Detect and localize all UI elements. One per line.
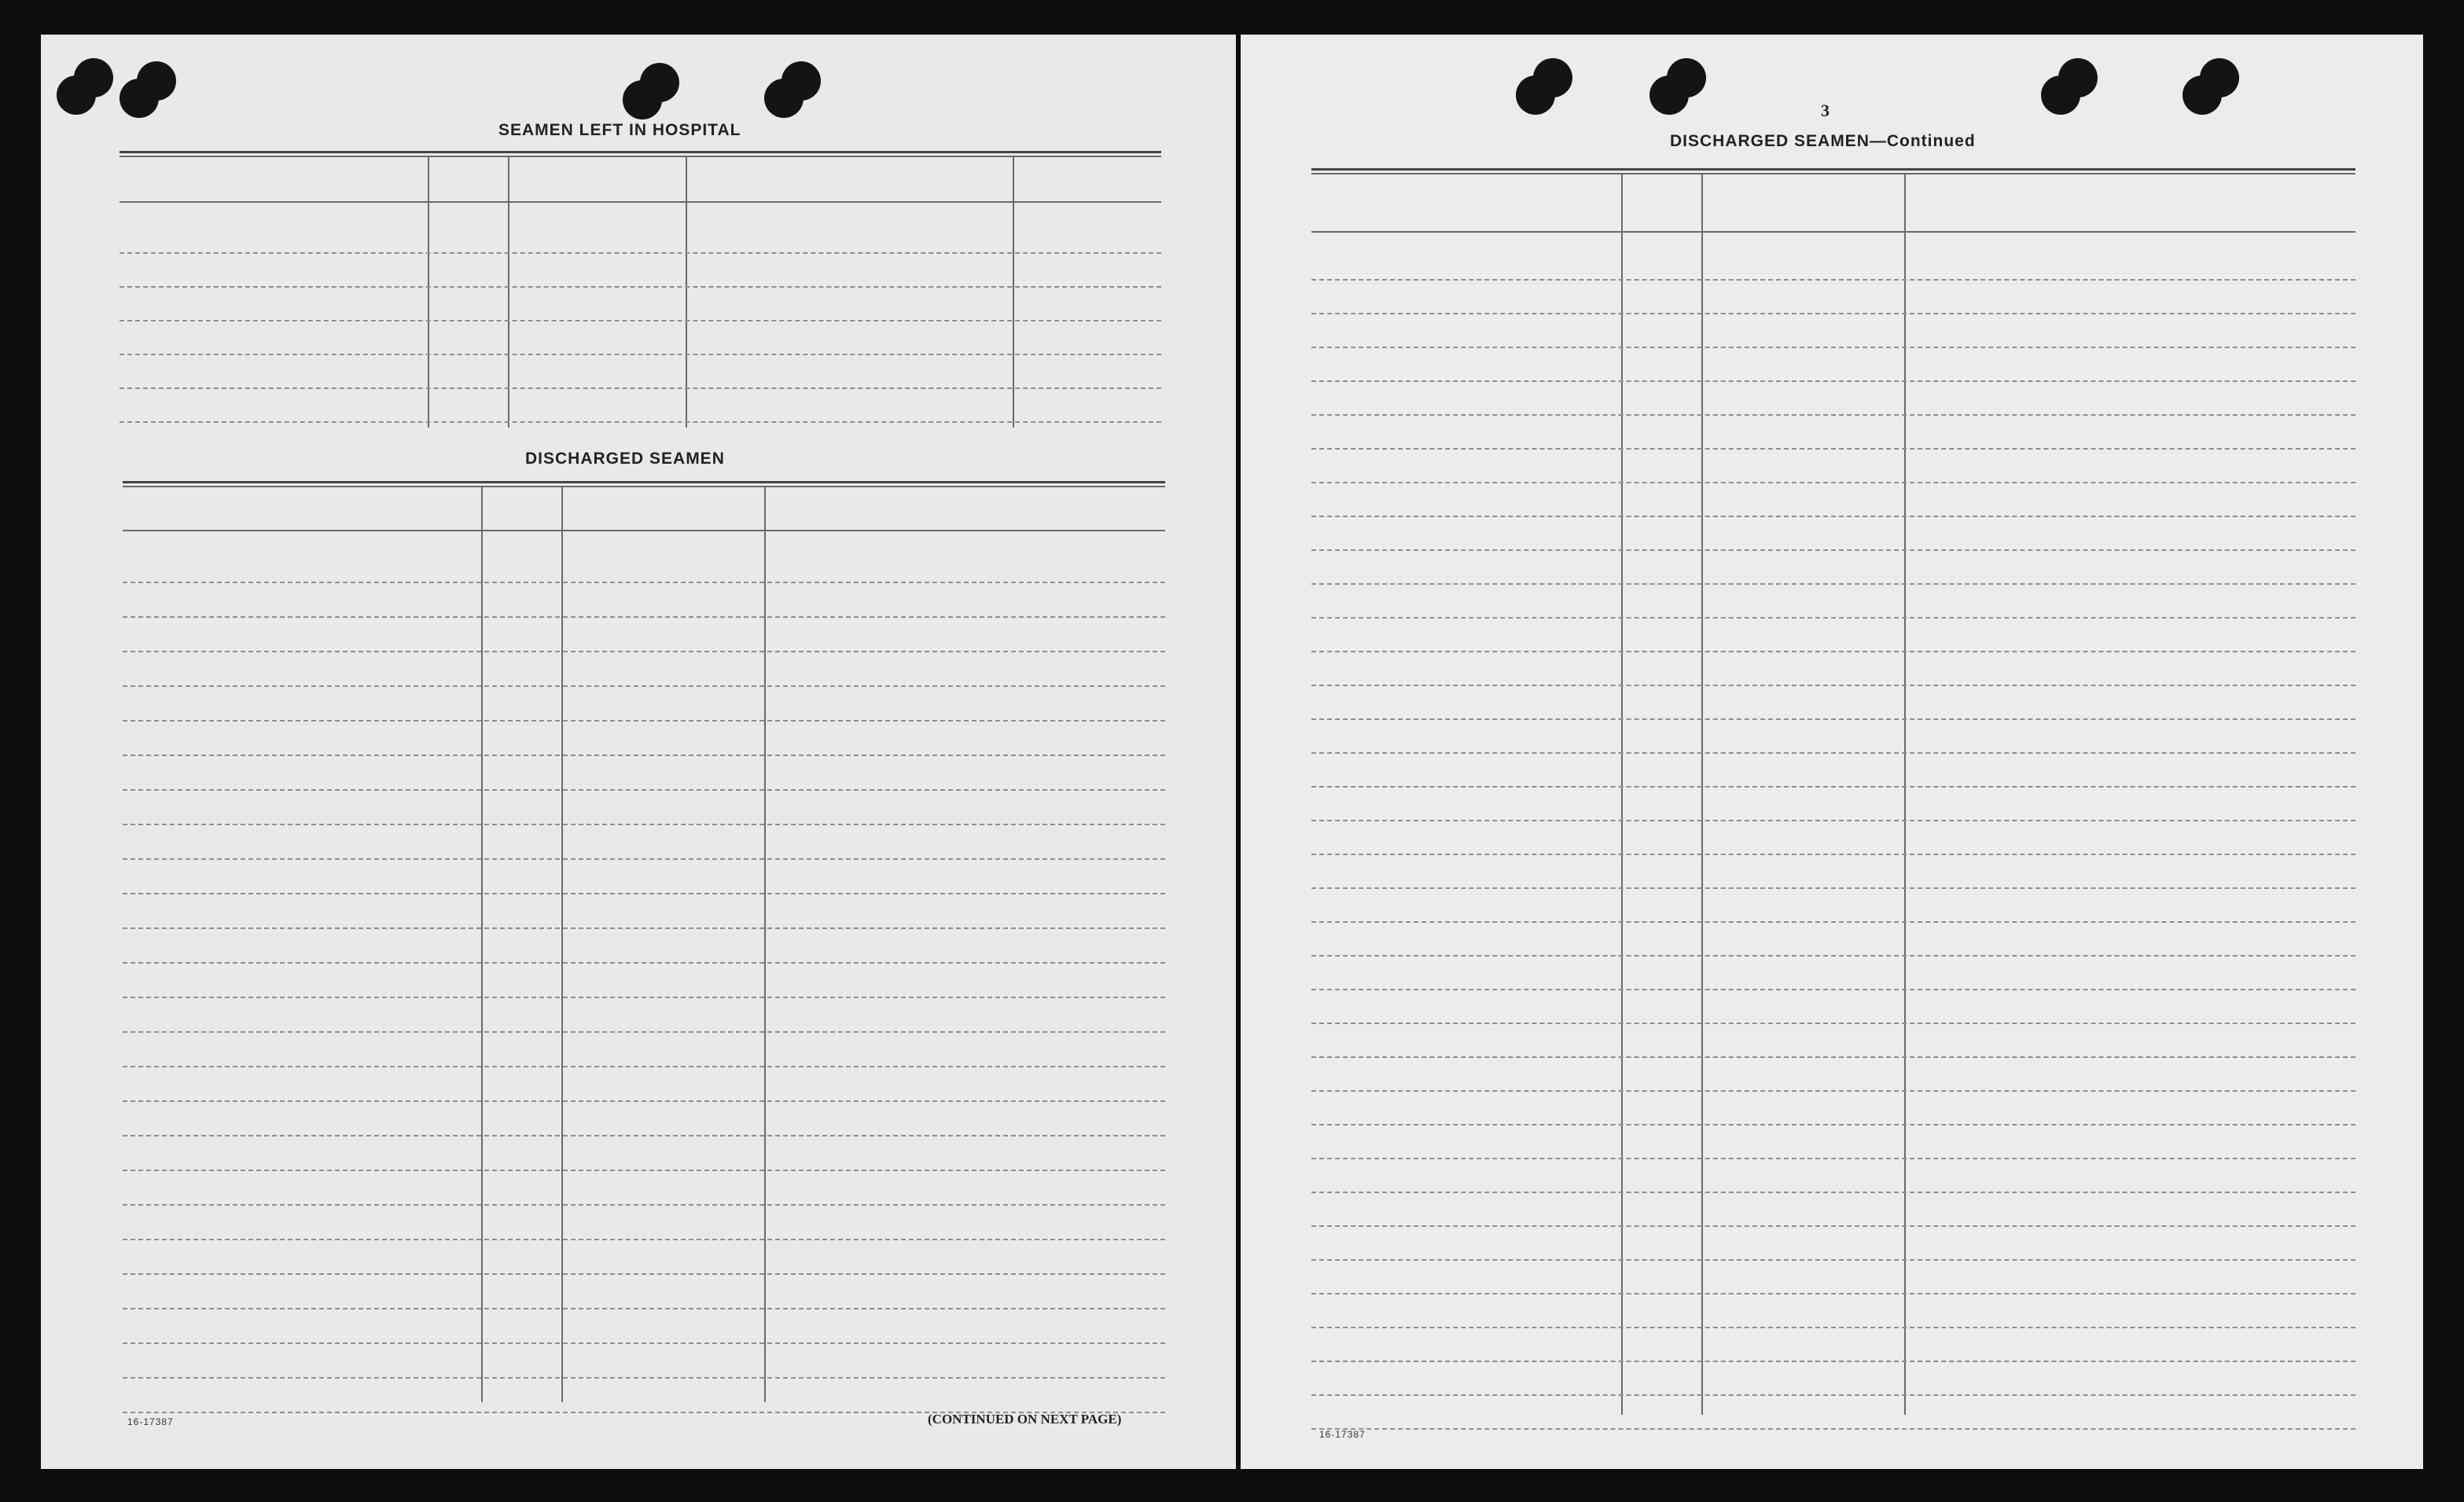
- row-rule: [1311, 752, 2356, 754]
- row-rule: [1311, 380, 2356, 382]
- discharged-title: DISCHARGED SEAMEN: [525, 450, 725, 468]
- row-rule: [1311, 1158, 2356, 1159]
- row-rule: [123, 893, 1165, 894]
- header-rule: [1311, 231, 2356, 233]
- row-rule: [123, 1100, 1165, 1102]
- row-rule: [1311, 921, 2356, 923]
- form-number: 16-17387: [127, 1416, 174, 1427]
- row-rule: [123, 1273, 1165, 1275]
- punch-holes: [2183, 58, 2245, 121]
- table-top-rule: [123, 486, 1165, 487]
- table-top-rule: [1311, 173, 2356, 174]
- row-rule: [1311, 1056, 2356, 1058]
- left-page: [41, 35, 1236, 1469]
- row-rule: [123, 824, 1165, 825]
- row-rule: [1311, 516, 2356, 517]
- row-rule: [1311, 1259, 2356, 1261]
- punch-holes: [120, 61, 182, 124]
- row-rule: [1311, 1225, 2356, 1227]
- row-rule: [120, 320, 1161, 321]
- row-rule: [120, 387, 1161, 389]
- row-rule: [1311, 718, 2356, 720]
- header-rule: [123, 530, 1165, 531]
- continued-title: DISCHARGED SEAMEN—Continued: [1670, 132, 1976, 150]
- table-top-rule: [120, 151, 1161, 153]
- row-rule: [1311, 1090, 2356, 1092]
- row-rule: [120, 286, 1161, 288]
- table-top-rule: [1311, 168, 2356, 171]
- punch-holes: [764, 61, 827, 124]
- punch-holes: [2041, 58, 2104, 121]
- row-rule: [120, 252, 1161, 254]
- row-rule: [1311, 549, 2356, 551]
- row-rule: [1311, 854, 2356, 855]
- column-divider: [481, 486, 483, 1402]
- row-rule: [123, 1377, 1165, 1379]
- row-rule: [123, 1031, 1165, 1033]
- column-divider: [1904, 173, 1906, 1415]
- punch-holes: [57, 58, 120, 121]
- row-rule: [123, 1308, 1165, 1309]
- row-rule: [1311, 448, 2356, 450]
- row-rule: [123, 789, 1165, 791]
- row-rule: [123, 997, 1165, 998]
- punch-holes: [1516, 58, 1579, 121]
- row-rule: [1311, 1293, 2356, 1295]
- row-rule: [123, 927, 1165, 929]
- header-rule: [120, 201, 1161, 203]
- row-rule: [1311, 651, 2356, 652]
- row-rule: [123, 616, 1165, 618]
- row-rule: [123, 685, 1165, 687]
- table-top-rule: [123, 481, 1165, 483]
- row-rule: [123, 755, 1165, 756]
- row-rule: [1311, 786, 2356, 788]
- column-divider: [561, 486, 563, 1402]
- row-rule: [1311, 1124, 2356, 1126]
- row-rule: [123, 1204, 1165, 1206]
- row-rule: [120, 354, 1161, 355]
- row-rule: [123, 1135, 1165, 1137]
- row-rule: [1311, 887, 2356, 889]
- row-rule: [1311, 1023, 2356, 1024]
- table-top-rule: [120, 156, 1161, 157]
- punch-holes: [623, 63, 686, 126]
- row-rule: [123, 720, 1165, 722]
- row-rule: [120, 421, 1161, 423]
- row-rule: [1311, 1192, 2356, 1193]
- hospital-title: SEAMEN LEFT IN HOSPITAL: [498, 121, 741, 139]
- page-number: 3: [1821, 101, 1830, 120]
- row-rule: [1311, 1361, 2356, 1362]
- row-rule: [1311, 583, 2356, 585]
- column-divider: [1701, 173, 1703, 1415]
- row-rule: [123, 1342, 1165, 1344]
- row-rule: [1311, 617, 2356, 619]
- right-page: [1241, 35, 2423, 1469]
- row-rule: [1311, 482, 2356, 483]
- row-rule: [1311, 820, 2356, 821]
- column-divider: [1621, 173, 1623, 1415]
- row-rule: [123, 582, 1165, 583]
- row-rule: [1311, 1394, 2356, 1396]
- row-rule: [123, 1239, 1165, 1240]
- row-rule: [123, 1170, 1165, 1171]
- row-rule: [123, 858, 1165, 860]
- row-rule: [1311, 347, 2356, 348]
- continued-note: (CONTINUED ON NEXT PAGE): [928, 1412, 1122, 1427]
- row-rule: [1311, 1327, 2356, 1328]
- row-rule: [123, 962, 1165, 964]
- row-rule: [1311, 685, 2356, 686]
- form-number: 16-17387: [1319, 1429, 1366, 1440]
- row-rule: [1311, 414, 2356, 416]
- punch-holes: [1649, 58, 1712, 121]
- row-rule: [123, 651, 1165, 652]
- row-rule: [1311, 955, 2356, 957]
- column-divider: [764, 486, 766, 1402]
- row-rule: [1311, 989, 2356, 990]
- row-rule: [1311, 1428, 2356, 1430]
- row-rule: [1311, 279, 2356, 281]
- row-rule: [123, 1066, 1165, 1067]
- row-rule: [1311, 313, 2356, 314]
